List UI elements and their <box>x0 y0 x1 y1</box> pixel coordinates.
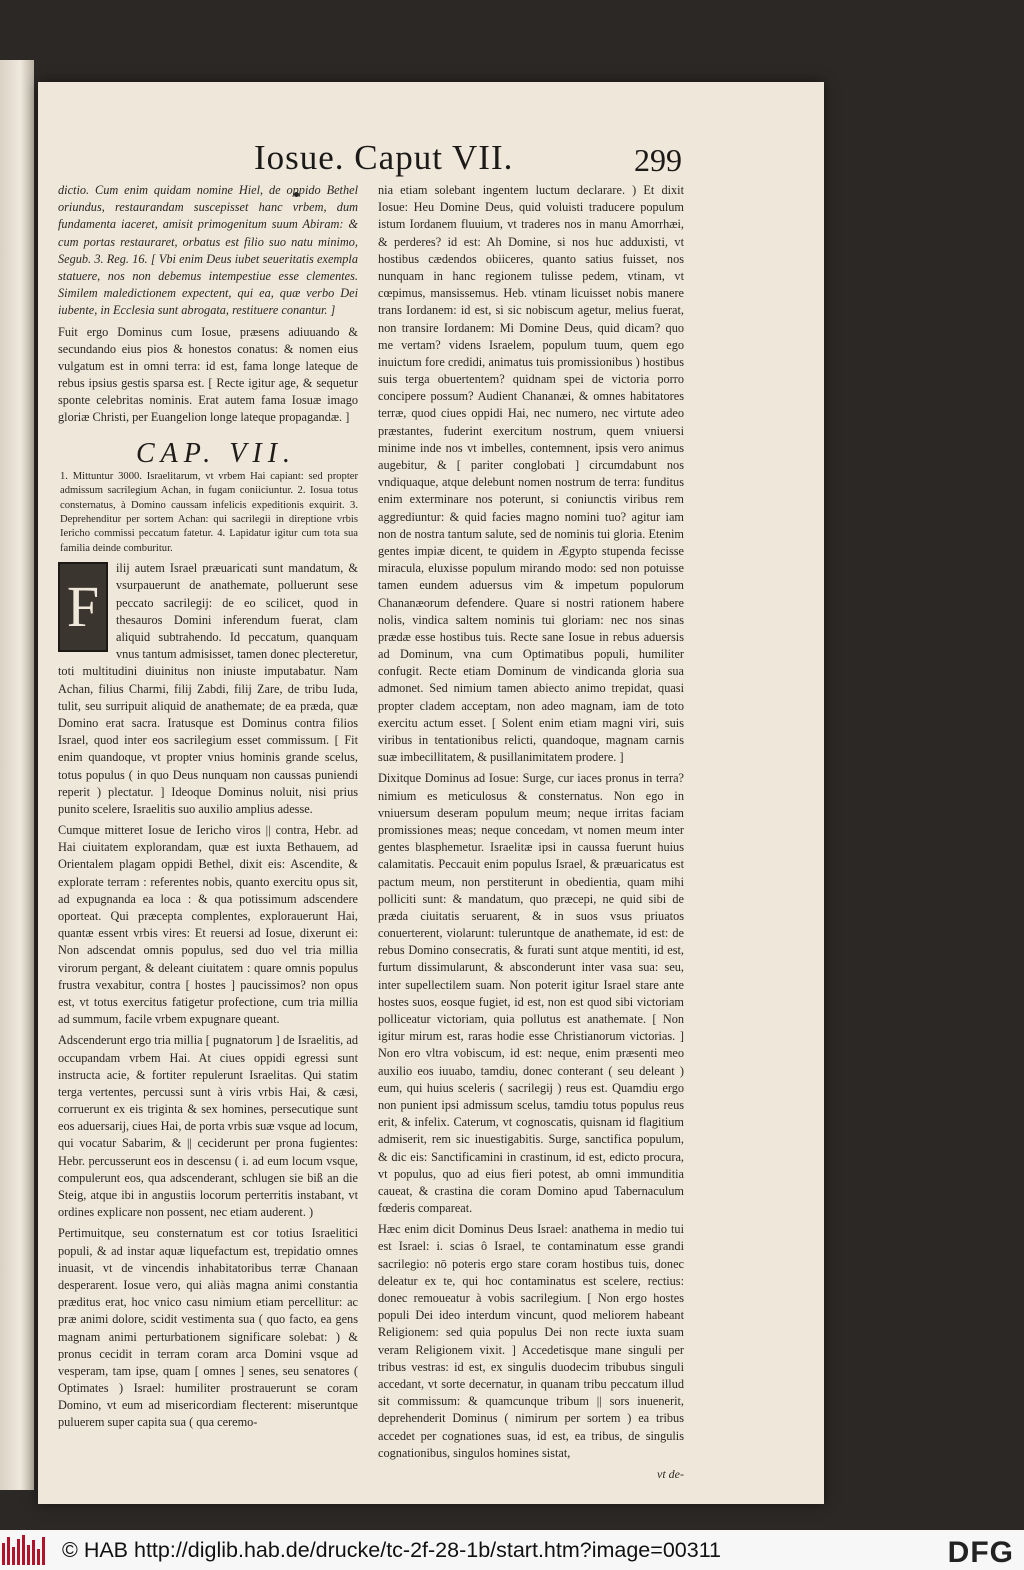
left-body-3: Adscenderunt ergo tria millia [ pugnatorum ] de Israelitis, ad occupandam vrbem Hai. At ciues oppidi egressi sunt instructa acie, & fortiter repulerunt Israelitas. Qui statim terga vertentes, percussi sunt à viris vrbis Hai, & cæsi, corruerunt ex eis triginta & sex homines, persecutique sunt eos aduersarij, ciues Hai, de porta vrbis suæ vsque ad locum, qui vocatur Sabarim, & || ceciderunt per prona fugientes: Hebr. percusserunt eos in descensu ( i. ad eum locum vsque, compulerunt eos, qua adscenderant, schlugen sie biß an die Steig, atque ibi in angustiis locorum perterritis instabant, vt ordines explicare non possent, nec etiam auderent. ) <box>58 1033 358 1220</box>
left-body-1 <box>58 560 358 818</box>
left-paragraph-1: Fuit ergo Dominus cum Iosue, præsens adiuuando & secundando eius pios & honestos conatus: & nomen eius vulgatum est in omni terra: id est, fama longe lateque de rebus ipsius gestis sparsa est. [ Recte igitur age, & sequetur sponte celebritas nominis. Erat autem fama Iosuæ imago gloriæ Christi, per Euangelion longe lateque propagandæ. ] <box>58 324 358 425</box>
source-url-text[interactable]: © HAB http://diglib.hab.de/drucke/tc-2f-28-1b/start.htm?image=00311 <box>62 1537 722 1562</box>
right-column <box>378 182 684 1483</box>
left-body-1-text: ilij autem Israel præuaricati sunt mandatum, & vsurpauerunt de anathemate, polluerunt sese peccato sacrilegij: de eo scilicet, quod in thesauros Domini inferendum fuerat, clam aliquid subtrahendo. Id peccatum, quanquam vnus tantum admisisset, tamen donec plecteretur, toti multitudini diuinitus non iniuste imputabatur. Nam Achan, filius Charmi, filij Zabdi, filij Zare, de tribu Iuda, tulit, seu surripuit aliquid de anathemate; de ea præda, quæ Domino erat sacra. Iratusque est Dominus contra filios Israel, quod inter eos sacrilegium esset commissum. [ Fit enim quandoque, vt propter vnius hominis grande scelus, totus populus ( in quo Deus nunquam non caussas puniendi reperit ) plectatur. ] Ideoque Dominus noluit, nisi prius punito scelere, Israelitis suo auxilio amplius adesse. <box>58 561 358 816</box>
left-body-4: Pertimuitque, seu consternatum est cor totius Israelitici populi, & ad instar aquæ liquefactum est, trepidatio omnes inuasit, vt de vincendis inhabitatoribus terræ Chanaan desperarent. Iosue vero, qui aliàs magna animi constantia præditus erat, hoc vnico casu nimium etiam percellitur: ac præ animi dolore, scidit vestimenta sua ( quo facto, ea gens magnam animi perturbationem significare solebat: ) & pronus cecidit in terram coram arca Domini vsque ad vesperam, tam ipse, quam [ omnes ] senes, seu senatores ( Optimates ) Israel: humiliter prostrauerunt se coram Domino, vt eum ad misericordiam flecterent: miseruntque puluerem super capita sua ( qua ceremo- <box>58 1226 358 1430</box>
left-body-2: Cumque mitteret Iosue de Iericho viros || contra, Hebr. ad Hai ciuitatem explorandam, quæ est iuxta Bethauem, ad Orientalem plagam oppidi Bethel, dixit eis: Ascendite, & explorate terram : referentes nobis, quanto exercitu opus sit, ad expugnanda ea loca : & qua potissimum adscendere oporteat. Qui præcepta complentes, explorauerunt Hai, quantæ essent vrbis vires: Et reuersi ad Iosue, dixerunt ei: Non adscendat omnis populus, sed duo vel tria millia virorum pergant, & deleant ciuitatem : quare omnis populus frustra vexabitur, contra [ hostes ] paucissimos? non opus est, vt totus exercitus fatigetur profectione, cum tria millia ad summum, facile vrbem expugnare queant. <box>58 823 358 1027</box>
dfg-logo: DFG <box>947 1536 1014 1569</box>
catchword: vt de- <box>657 1466 684 1481</box>
viewer-footer <box>0 1530 1024 1570</box>
chapter-summary: 1. Mittuntur 3000. Israelitarum, vt vrbem Hai capiant: sed propter admissum sacrilegium Achan, in fugam coniiciuntur. 2. Iosua totus consternatus, à Domino caussam infelicis expeditionis exquirit. 3. Deprehenditur per sortem Achan: qui sacrilegii in direptione vrbis Iericho commissi peccatum fatetur. 4. Lapidatur igitur cum tota sua familia deinde comburitur. <box>60 470 358 554</box>
right-paragraph-3: Hæc enim dicit Dominus Deus Israel: anathema in medio tui est Israel: i. scias ô Israel, te contaminatum esse grandi sacrilegio: nō poteris ergo stare coram hostibus tuis, donec deleatur ex te, qui hoc contaminatus est scelere, rectius: donec remoueatur à vobis sacrilegium. [ Non ergo hostes populi Dei ideo interdum vincunt, quod meliorem habeant Religionem: sed quia populus Dei non recte iuxta suam veram Religionem vixit. ] Accedetisque mane singuli per tribus vestras: id est, ex singulis duodecim tribubus singuli accedant, vt sorte decernatur, in quanam tribu peccatum illud sit commissum: & quamcunque tribum || sors inuenerit, deprehenderit Dominus ( nimirum per sortem ) ea tribus accedet per cognationes suas, id est, ea tribus, de singulis cognationibus, singulos homines sistat, <box>378 1222 684 1460</box>
book-page <box>38 82 824 1504</box>
page-number: 299 <box>634 142 682 178</box>
right-paragraph-1: nia etiam solebant ingentem luctum declarare. ) Et dixit Iosue: Heu Domine Deus, quid voluisti traducere populum istum Iordanem fluuium, vt traderes nos in manu Amorrhæi, & perderes? id est: Ah Domine, si nos huc adduxisti, vt hostibus cædendos obiiceres, quanto satius fuisset, nos nunquam in hanc regionem tulisse pedem, vtinam, vt cœpimus, mansissemus. Heb. vtinam licuisset nobis manere trans Iordanem: id est, si sic nobiscum agetur, melius fuerat, non transire Iordanem: Mi Domine Deus, quid dicam? quo me vertam? videns Israelem, populum tuum, quem ego inuictum fore credidi, animatus tuis promissionibus ) hostibus suis terga obuertentem? quidnam spei de victoria porro concipere possum? Audient Chananæi, & omnes habitatores terræ, quod ciues oppidi Hai, nec numero, nec virtute adeo præstantes, fuderint exercitum nostrum, quem vniuersi minime inde nos vt imbelles, contemnent, ipsis vero animus augebitur, & [ pariter conglobati ] circumdabunt nos vndiquaque, atque delebunt nomen nostrum de terra: funditus enim exterminare nos poterunt, si coniunctis viribus rem aggrediuntur: & quid facies magno nomini tuo? agitur iam non de nostra tantum salute, sed de nominis tui gloria. Etenim gentes impiæ dicent, te quidem in Ægypto stupenda fecisse miracula, eluxisse populum mirando modo: sed non potuisse tamen eundem aduersus vim & impetum populorum Chananæorum defendere. Quare si nostri rationem habere nolis, vindica saltem nominis tui gloriam: nec nos sinas prædæ esse hostibus tuis. Recte sane Iosue in rebus aduersis ad Dominum, vna cum Optimatibus populi, humiliter confugit. Recte etiam Dominum de vindicanda gloria sua admonet. Sed nimium tamen abiecto animo trepidat, quasi propter cladem acceptam, non adeo magnam, iam de toto exercitu actum esset. [ Solent enim etiam magni viri, suis viribus in tentationibus relicti, quandoque, magnam carnis suæ imbecillitatem, & pusillanimitatem prodere. ] <box>378 183 684 765</box>
hab-logo-icon <box>2 1535 46 1565</box>
left-intro-paragraph: dictio. Cum enim quidam nomine Hiel, de oppido Bethel oriundus, restaurandam suscepisset hanc vrbem, dum fundamenta iaceret, amisit primogenitum suum Abiram: & cum portas restauraret, orbatus est filio suo natu minimo, Segub. 3. Reg. 16. [ Vbi enim Deus iubet seueritatis exempla statuere, nos non debemus intempestiue esse clementes. Similem maledictionem expectent, qui ea, quæ verbo Dei iubente, in Ecclesia sunt abrogata, restituere conantur. ] <box>58 183 358 318</box>
page-header <box>38 138 824 188</box>
left-page-edge <box>0 60 34 1490</box>
left-column <box>58 182 358 1436</box>
drop-cap-initial: F <box>58 562 108 652</box>
right-paragraph-2: Dixitque Dominus ad Iosue: Surge, cur iaces pronus in terra? nimium es meticulosus & consternatus. Non ego in vniuersum deseram populum meum; neque irritas faciam promissiones meas; neque concedam, vt nomen meum inter gentes blasphemetur. Israelitæ ipsi in caussa fuerunt huius calamitatis. Peccauit enim populus Israel, & præuaricatus est pactum meum, non perstiterunt in obedientia, quam mihi polliciti sunt: & mandatum, quo præcepi, ne quid sibi de præda ciuitatis seruarent, & in suos vsus priuatos conuerterent, violarunt: tuleruntque de anathemate, id est: de rebus Domino consecratis, & furati sunt atque mentiti, id est, furtum dissimularunt, & absconderunt inter vasa sua: seu, inter supellectilem suam. Non poterit igitur Israel stare ante hostes suos, eosque fugiet, id est, non est quod sibi victoriam polliceatur victoriam, quia pollutus est anathemate. [ Non igitur mirum est, raras hodie esse Christianorum victorias. ] Non ero vltra vobiscum, id est: neque, enim præsenti meo auxilio eos iuuabo, tamdiu, donec conterant ( seu deleant ) eum, qui huius sceleris ( sacrilegij ) reus est. Quamdiu ergo non punient ipsi admissum scelus, tamdiu totus populus reus erit, & infelix. Caterum, vt cognoscatis, quisnam id flagitium admiserit, rem sic inuestigabitis. Surge, sanctifica populum, & dic eis: Sanctificamini in crastinum, id est, edicto procura, vt populus, quo ad eius fieri potest, ab omni immunditia caueat, & crastina die coram Domino apud Tabernaculum fœderis compareat. <box>378 771 684 1216</box>
running-title: Iosue. Caput VII. <box>254 138 514 177</box>
chapter-heading: CAP. VII. <box>136 437 297 469</box>
